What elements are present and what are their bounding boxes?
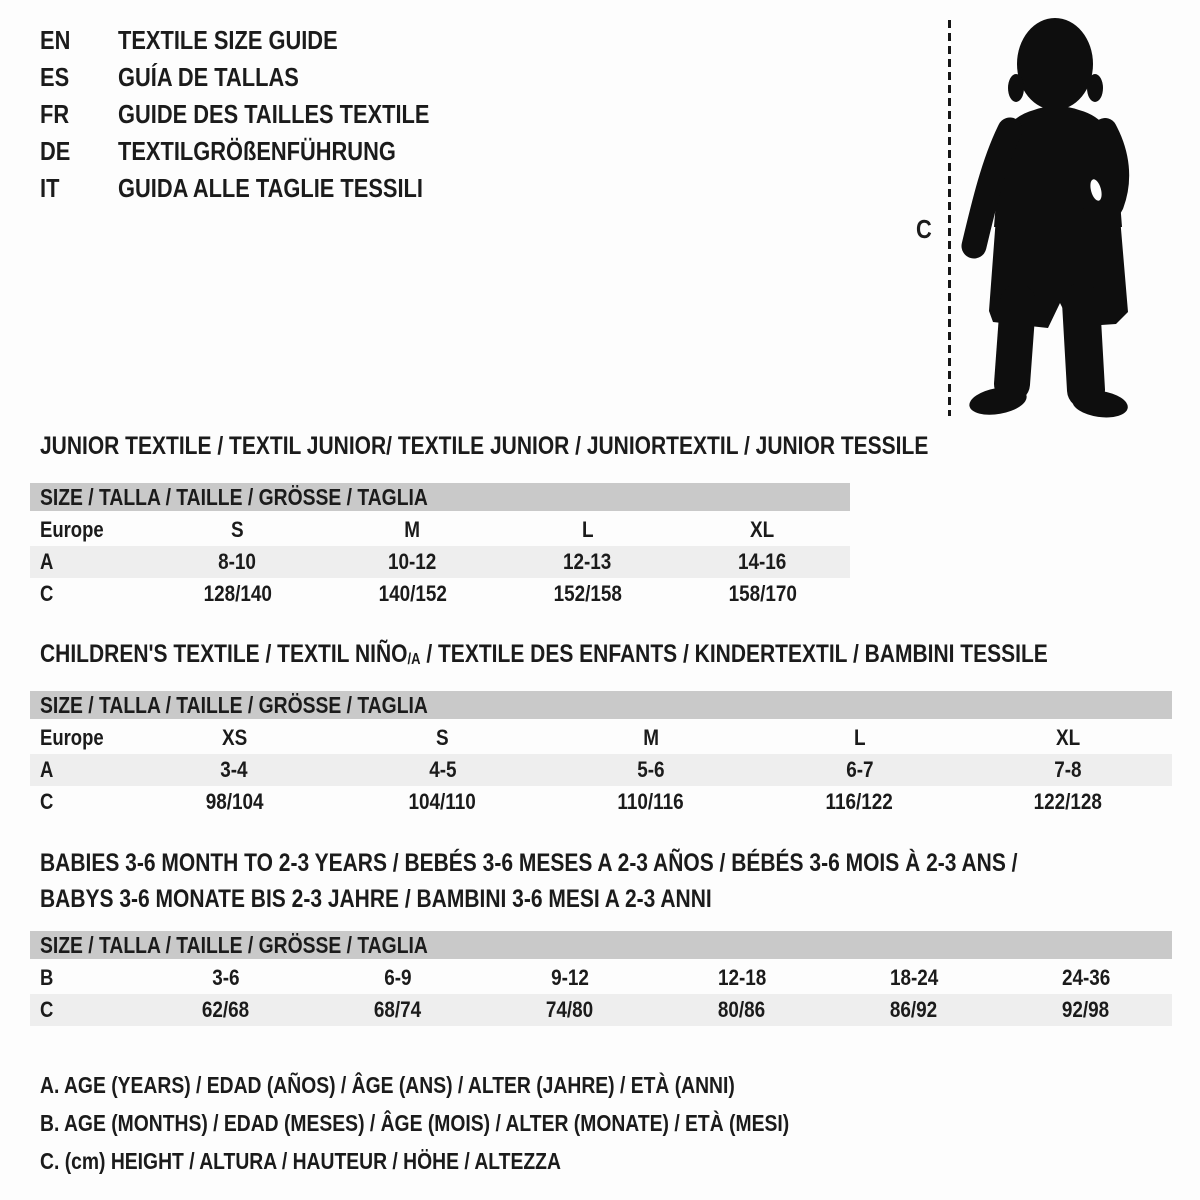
language-code: ES — [40, 62, 70, 92]
height-cell: 92/98 — [1062, 997, 1110, 1022]
language-title-list — [40, 22, 489, 207]
height-cell: 116/122 — [825, 789, 894, 814]
size-cell: M — [643, 725, 659, 750]
table-row-height — [30, 578, 850, 610]
table-row-region — [30, 514, 850, 546]
age-cell: 7-8 — [1054, 757, 1082, 782]
height-cell: 128/140 — [203, 581, 272, 606]
age-cell: 6-7 — [845, 757, 874, 782]
measure-dashed-line — [948, 20, 951, 416]
age-cell: 12-18 — [717, 965, 767, 990]
row-label: C — [40, 581, 54, 606]
junior-size-table — [30, 483, 850, 610]
table-row-height — [30, 786, 1172, 818]
height-cell: 104/110 — [408, 789, 477, 814]
language-code: EN — [40, 25, 71, 55]
row-label: Europe — [40, 517, 104, 542]
size-cell: L — [853, 725, 866, 750]
legend-line-c: C. (cm) HEIGHT / ALTURA / HAUTEUR / HÖHE / ALTEZZA — [40, 1147, 561, 1174]
row-label: C — [40, 789, 54, 814]
row-label: A — [40, 549, 54, 574]
language-row-es — [40, 59, 489, 96]
age-cell: 12-13 — [563, 549, 612, 574]
height-cell: 74/80 — [546, 997, 594, 1022]
height-cell: 140/152 — [378, 581, 447, 606]
legend-line-a: A. AGE (YEARS) / EDAD (AÑOS) / ÂGE (ANS) / ALTER (JAHRE) / ETÀ (ANNI) — [40, 1071, 735, 1098]
height-cell: 68/74 — [374, 997, 422, 1022]
age-cell: 3-6 — [212, 965, 240, 990]
language-code: FR — [40, 99, 70, 129]
age-cell: 24-36 — [1061, 965, 1111, 990]
row-label: B — [40, 965, 54, 990]
size-cell: XL — [750, 517, 775, 542]
babies-section-title — [40, 845, 1200, 917]
children-section-title: CHILDREN'S TEXTILE / TEXTIL NIÑO/A / TEXTILE DES ENFANTS / KINDERTEXTIL / BAMBINI TESSILE — [40, 640, 1048, 668]
size-cell: L — [581, 517, 594, 542]
title-subscript: /A — [407, 650, 421, 668]
age-cell: 8-10 — [218, 549, 257, 574]
row-label: A — [40, 757, 54, 782]
table-row-age — [30, 754, 1172, 786]
height-cell: 158/170 — [728, 581, 797, 606]
age-cell: 5-6 — [637, 757, 665, 782]
height-cell: 152/158 — [553, 581, 622, 606]
language-row-de — [40, 133, 489, 170]
toddler-silhouette-image — [960, 12, 1136, 418]
language-title: GUÍA DE TALLAS — [118, 62, 299, 92]
legend-line-b: B. AGE (MONTHS) / EDAD (MESES) / ÂGE (MOIS) / ALTER (MONATE) / ETÀ (MESI) — [40, 1109, 790, 1136]
size-header-bar: SIZE / TALLA / TAILLE / GRÖSSE / TAGLIA — [30, 691, 1172, 719]
language-code: IT — [40, 173, 60, 203]
size-cell: XS — [221, 725, 247, 750]
height-cell: 122/128 — [1033, 789, 1103, 814]
language-title: TEXTILGRÖßENFÜHRUNG — [118, 136, 396, 166]
table-row-region — [30, 722, 1172, 754]
age-cell: 6-9 — [384, 965, 412, 990]
size-cell: S — [231, 517, 244, 542]
size-cell: M — [404, 517, 421, 542]
age-cell: 9-12 — [551, 965, 589, 990]
table-row-height — [30, 994, 1172, 1026]
babies-size-table — [30, 931, 1172, 1026]
size-cell: XL — [1055, 725, 1080, 750]
age-cell: 3-4 — [220, 757, 248, 782]
table-row-age-months — [30, 962, 1172, 994]
babies-title-line2: BABYS 3-6 MONATE BIS 2-3 JAHRE / BAMBINI 3-6 MESI A 2-3 ANNI — [40, 885, 712, 913]
size-header-bar: SIZE / TALLA / TAILLE / GRÖSSE / TAGLIA — [30, 483, 850, 511]
height-cell: 98/104 — [205, 789, 264, 814]
junior-section-title: JUNIOR TEXTILE / TEXTIL JUNIOR/ TEXTILE JUNIOR / JUNIORTEXTIL / JUNIOR TESSILE — [40, 432, 929, 460]
height-measure-figure — [900, 0, 1200, 432]
language-row-it — [40, 170, 489, 207]
language-row-fr — [40, 96, 489, 133]
language-code: DE — [40, 136, 71, 166]
language-title: GUIDA ALLE TAGLIE TESSILI — [118, 173, 423, 203]
language-row-en — [40, 22, 489, 59]
language-title: GUIDE DES TAILLES TEXTILE — [118, 99, 430, 129]
measure-label: C — [916, 214, 932, 244]
row-label: Europe — [40, 725, 104, 750]
age-cell: 4-5 — [428, 757, 457, 782]
height-cell: 86/92 — [890, 997, 938, 1022]
row-label: C — [40, 997, 54, 1022]
age-cell: 10-12 — [388, 549, 437, 574]
height-cell: 62/68 — [202, 997, 250, 1022]
table-row-age — [30, 546, 850, 578]
age-cell: 18-24 — [889, 965, 939, 990]
height-cell: 80/86 — [718, 997, 766, 1022]
size-header-bar: SIZE / TALLA / TAILLE / GRÖSSE / TAGLIA — [30, 931, 1172, 959]
language-title: TEXTILE SIZE GUIDE — [118, 25, 338, 55]
height-cell: 110/116 — [617, 789, 685, 814]
measurement-legend — [40, 1066, 932, 1180]
babies-title-line1: BABIES 3-6 MONTH TO 2-3 YEARS / BEBÉS 3-6 MESES A 2-3 AÑOS / BÉBÉS 3-6 MOIS À 2-3 ANS / — [40, 849, 1018, 877]
children-size-table — [30, 691, 1172, 818]
age-cell: 14-16 — [738, 549, 787, 574]
size-cell: S — [436, 725, 449, 750]
